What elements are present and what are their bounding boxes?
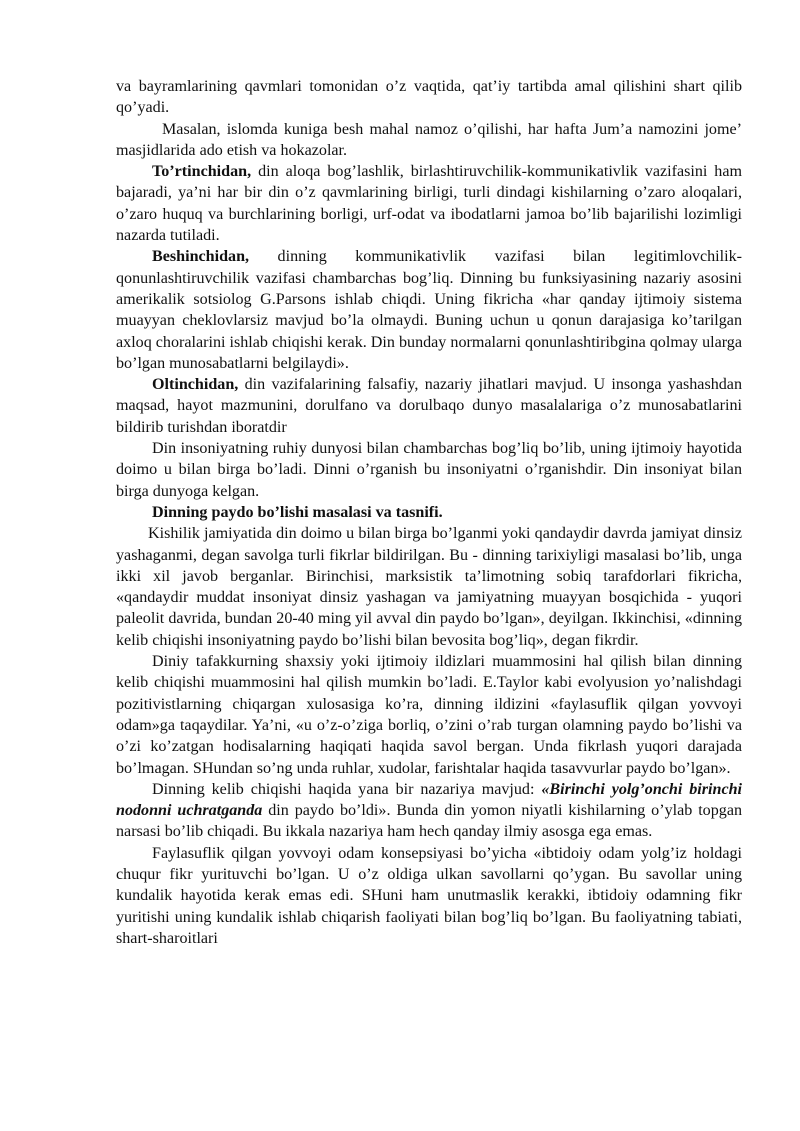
paragraph-9-quote: «Birinchi yolg’onchi birinchi nodonni uchratganda — [116, 780, 743, 820]
paragraph-4-text: dinning kommunikativlik vazifasi bilan legitimlovchilik-qonunlashtiruvchilik vazifasi chambarchas bog’liq. Dinning bu funksiyasining nazariy asosini amerikalik sotsiolog G.Parsons ishlab chiqdi. Uning fikricha «har qanday ijtimoiy sistema muayyan cheklovlarsiz mavjud bo’la olmaydi. Buning uchun u qonun darajasiga ko’tarilgan axloq choralarini ishlab chiqishi kerak. Din bunday normalarni qonunlashtiribgina qolmay ularga bo’lgan munosabatlarni belgilaydi». — [116, 248, 742, 372]
paragraph-9-post: din paydo bo’ldi». Bunda din yomon niyatli kishilarning o’ylab topgan narsasi bo’lib chiqadi. Bu ikkala nazariya ham hech qanday ilmiy asosga ega emas. — [116, 802, 743, 841]
paragraph-4-lead: Beshinchidan, — [152, 248, 250, 266]
paragraph-1: va bayramlarining qavmlari tomonidan o’z vaqtida, qat’iy tartibda amal qilishini shart qilib qo’yadi. — [116, 78, 742, 117]
paragraph-9 — [116, 779, 742, 843]
document-page — [116, 76, 742, 949]
paragraph-5 — [116, 374, 742, 438]
paragraph-3 — [116, 161, 742, 246]
paragraph-6: Din insoniyatning ruhiy dunyosi bilan chambarchas bog’liq bo’lib, uning ijtimoiy hayotida doimo u bilan birga bo’ladi. Dinni o’rganish bu insoniyatni o’rganishdir. Din insoniyat bilan birga dunyoga kelgan. — [116, 440, 742, 500]
paragraph-5-lead: Oltinchidan, — [152, 376, 239, 394]
paragraph-9-pre: Dinning kelib chiqishi haqida yana bir nazariya mavjud: — [152, 780, 542, 798]
paragraph-4 — [116, 246, 742, 374]
paragraph-3-text: din aloqa bog’lashlik, birlashtiruvchilik-kommunikativlik vazifasini ham bajaradi, ya’ni har bir din o’z qavmlarining birligi, turli dindagi kishilarning o’zaro aloqalari, o’zaro huquq va burchlarining borligi, urf-odat va ibodatlarni jamoa bo’lib bajarilishi lozimligi nazarda tutiladi. — [116, 163, 742, 245]
paragraph-2: Masalan, islomda kuniga besh mahal namoz o’qilishi, har hafta Jum’a namozini jome’ masjidlarida ado etish va hokazolar. — [116, 120, 742, 159]
paragraph-8: Diniy tafakkurning shaxsiy yoki ijtimoiy ildizlari muammosini hal qilish bilan dinning kelib chiqishi muammosini hal qilish mumkin bo’ladi. E.Taylor kabi evolyusion yo’nalishdagi pozitivistlarning chiqargan xulosasiga ko’ra, dinning ildizini «faylasuflik qilgan yovvoyi odam»ga taqaydilar. Ya’ni, «u o’z-o’ziga borliq, o’zini o’rab turgan olamning paydo bo’lishi va o’zi ko’zatgan hodisalarning haqiqati haqida savol bergan. Unda fikrlash yuqori darajada bo’lmagan. SHundan so’ng unda ruhlar, xudolar, farishtalar haqida tasavvurlar paydo bo’lgan». — [116, 653, 742, 777]
section-heading: Dinning paydo bo’lishi masalasi va tasnifi. — [152, 503, 443, 521]
paragraph-5-text: din vazifalarining falsafiy, nazariy jihatlari mavjud. U insonga yashashdan maqsad, hayot mazmunini, dorulfano va dorulbaqo dunyo masalalariga o’z munosabatlarini bildirib turishdan iboratdir — [116, 376, 742, 436]
paragraph-7: Kishilik jamiyatida din doimo u bilan birga bo’lganmi yoki qandaydir davrda jamiyat dinsiz yashaganmi, degan savolga turli fikrlar bildirilgan. Bu - dinning tarixiyligi masalasi bo’lib, unga ikki xil javob berganlar. Birinchisi, marksistik ta’limotning sobiq tarafdorlari fikricha, «qandaydir muddat insoniyat dinsiz yashagan va jamiyatning muayyan bosqichida - yuqori paleolit davrida, bundan 20-40 ming yil avval din paydo bo’lgan», deyilgan. Ikkinchisi, «dinning kelib chiqishi insoniyatning paydo bo’lishi bilan bevosita bog’liq», degan fikrdir. — [116, 525, 742, 649]
paragraph-10: Faylasuflik qilgan yovvoyi odam konsepsiyasi bo’yicha «ibtidoiy odam yolg’iz holdagi chuqur fikr yurituvchi bo’lgan. U o’z oldiga ulkan savollarni qo’ygan. Bu savollar uning kundalik hayotida kerak emas edi. SHuni ham unutmaslik kerakki, ibtidoiy odamning fikr yuritishi uning kundalik ishlab chiqarish faoliyati bilan bog’liq bo’lgan. Bu faoliyatning tabiati, shart-sharoitlari — [116, 844, 742, 947]
paragraph-3-lead: To’rtinchidan, — [152, 163, 252, 181]
